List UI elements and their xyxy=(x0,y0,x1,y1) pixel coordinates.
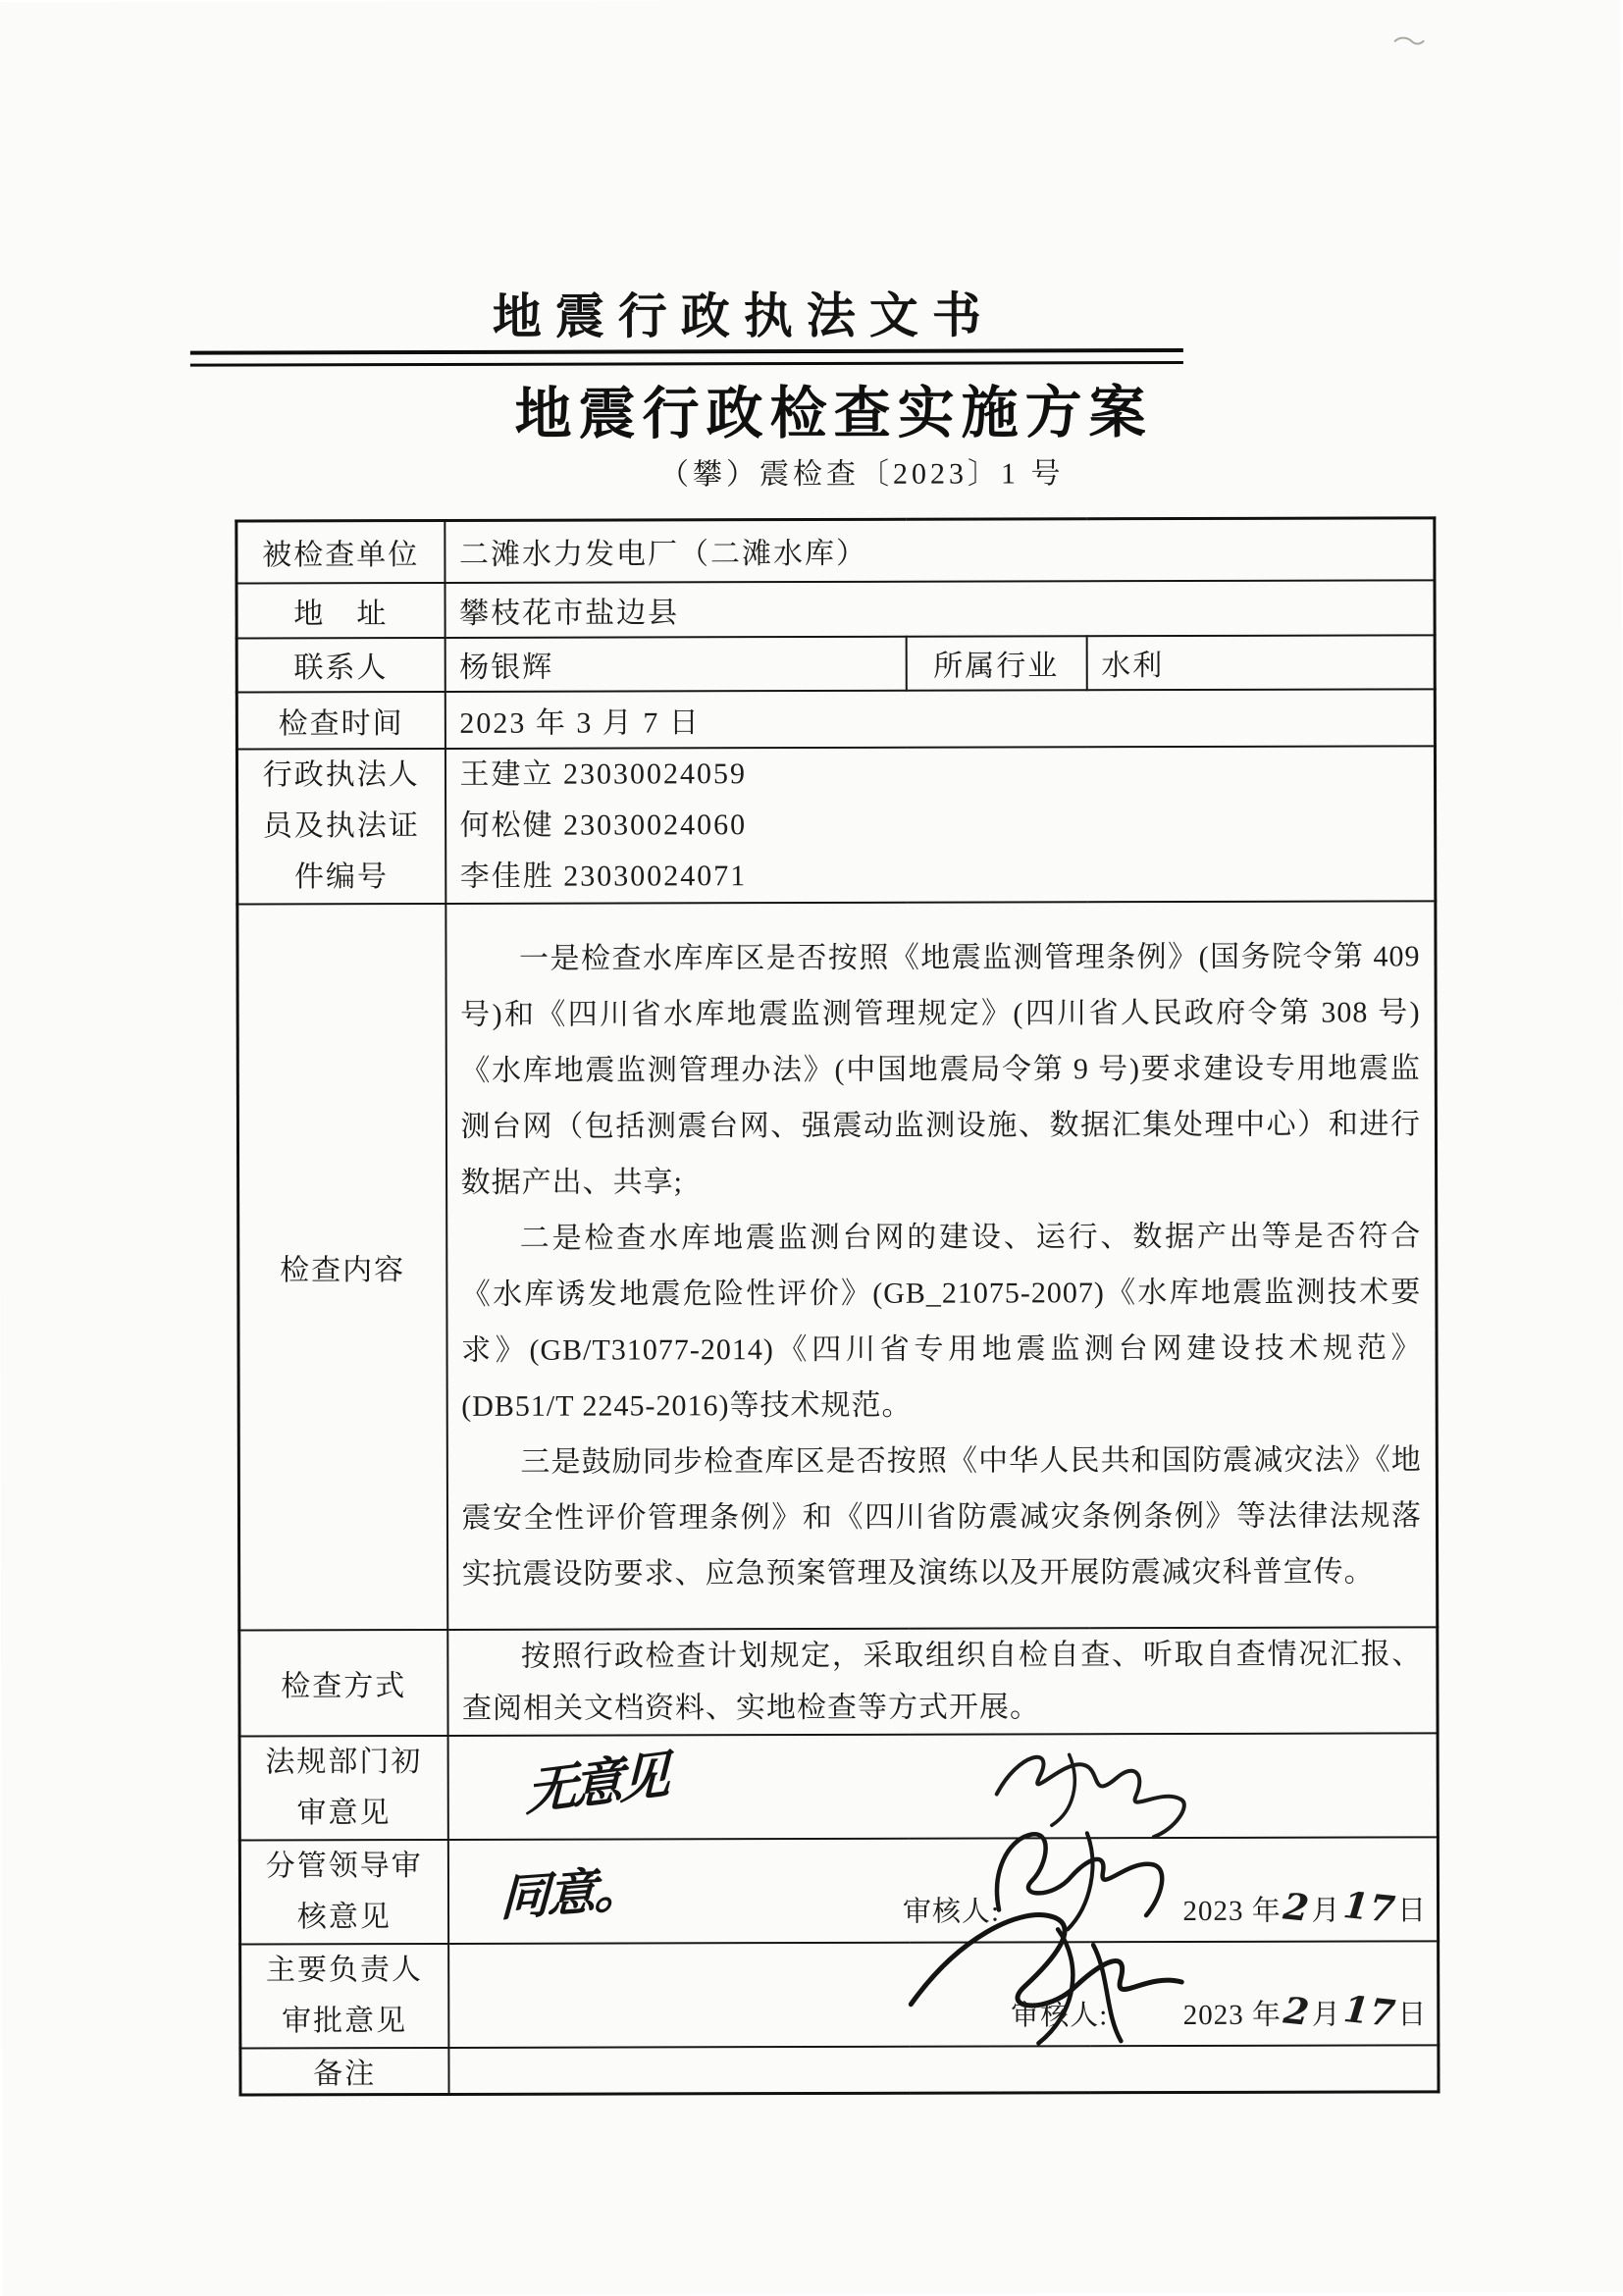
inspected-unit-label: 被检查单位 xyxy=(236,520,445,583)
address-value: 攀枝花市盐边县 xyxy=(445,580,1435,638)
method-paragraph: 按照行政检查计划规定，采取组织自检自查、听取自查情况汇报、查阅相关文档资料、实地检查等方式开展。 xyxy=(461,1637,1423,1725)
officer-line: 何松健 23030024060 xyxy=(459,808,748,842)
industry-label: 所属行业 xyxy=(906,636,1086,690)
table-row xyxy=(237,901,1438,1630)
date-month-label: 月 xyxy=(1311,1895,1341,1927)
handwritten-no-opinion: 无意见 xyxy=(525,1744,667,1823)
contact-value: 杨银辉 xyxy=(445,636,906,691)
date-year: 2023 年 xyxy=(1182,1895,1282,1927)
inspection-method-value xyxy=(447,1627,1438,1736)
inspected-unit-value: 二滩水力发电厂（二滩水库） xyxy=(445,518,1435,583)
table-row xyxy=(240,2045,1439,2095)
table-row xyxy=(240,1941,1439,2048)
industry-value: 水利 xyxy=(1086,635,1435,690)
handwritten-agree: 同意。 xyxy=(498,1857,643,1927)
date-day-label: 日 xyxy=(1396,1894,1428,1926)
scan-artifact-mark xyxy=(1392,31,1426,51)
handwritten-month: 2 xyxy=(1281,1883,1312,1930)
officers-label: 行政执法人 员及执法证 件编号 xyxy=(236,748,445,904)
table-row xyxy=(236,746,1435,904)
principal-approval-label: 主要负责人 审批意见 xyxy=(240,1943,448,2048)
officer-line: 李佳胜 23030024071 xyxy=(459,859,748,893)
legal-dept-review-value xyxy=(447,1733,1438,1840)
table-row xyxy=(239,1733,1438,1840)
legal-dept-review-label: 法规部门初 审意见 xyxy=(239,1735,447,1840)
content-paragraph: 一是检查水库库区是否按照《地震监测管理条例》(国务院令第 409 号)和《四川省水库地震监测管理规定》(四川省人民政府令第 308 号)《水库地震监测管理办法》(中国地震局令第 9 号)要求建设专用地震监测台网（包括测震台网、强震动监测设施、数据汇集处理中心）和进行数据产出、共享; xyxy=(460,939,1421,1199)
title-double-underline xyxy=(190,348,1183,367)
content-paragraph: 三是鼓励同步检查库区是否按照《中华人民共和国防震减灾法》《地震安全性评价管理条例》和《四川省防震减灾条例条例》等法律法规落实抗震设防要求、应急预案管理及演练以及开展防震减灾科普宣传。 xyxy=(461,1442,1423,1591)
leader-review-label: 分管领导审 核意见 xyxy=(239,1839,447,1944)
table-row xyxy=(236,689,1435,749)
reviewer-date-line xyxy=(1011,1986,1428,2035)
date-day-label: 日 xyxy=(1397,1998,1428,2030)
date-month-label: 月 xyxy=(1311,1999,1341,2031)
table-row xyxy=(236,580,1435,638)
inspection-method-label: 检查方式 xyxy=(239,1629,447,1736)
inspection-form-table xyxy=(235,516,1440,2096)
inspection-content-label: 检查内容 xyxy=(237,903,447,1630)
table-row xyxy=(239,1837,1438,1944)
inspection-time-value: 2023 年 3 月 7 日 xyxy=(445,689,1435,749)
page-title: 地震行政检查实施方案 xyxy=(514,381,1153,446)
reviewer-label: 审核人: xyxy=(1011,1999,1109,2031)
principal-approval-value xyxy=(448,1941,1439,2048)
handwritten-day: 17 xyxy=(1340,1882,1398,1931)
officers-value xyxy=(445,746,1435,904)
handwritten-day: 17 xyxy=(1340,1986,1398,2035)
address-label: 地 址 xyxy=(236,582,445,638)
doc-type-title: 地震行政执法文书 xyxy=(492,287,995,344)
table-row xyxy=(236,518,1435,583)
inspection-content-value xyxy=(445,901,1438,1630)
handwritten-month: 2 xyxy=(1281,1987,1312,2034)
officer-line: 王建立 23030024059 xyxy=(459,757,748,791)
doc-number: （攀）震检查〔2023〕1 号 xyxy=(658,457,1065,492)
contact-label: 联系人 xyxy=(236,637,445,692)
inspection-time-label: 检查时间 xyxy=(236,691,445,749)
table-row xyxy=(239,1627,1438,1736)
date-year: 2023 年 xyxy=(1182,1999,1283,2031)
table-row xyxy=(236,635,1435,692)
reviewer-label: 审核人: xyxy=(902,1896,1001,1928)
remarks-label: 备注 xyxy=(240,2047,448,2095)
content-paragraph: 二是检查水库地震监测台网的建设、运行、数据产出等是否符合《水库诱发地震危险性评价》(GB_21075-2007)《水库地震监测技术要求》(GB/T31077-2014)《四川省专用地震监测台网建设技术规范》(DB51/T 2245-2016)等技术规范。 xyxy=(460,1219,1422,1423)
